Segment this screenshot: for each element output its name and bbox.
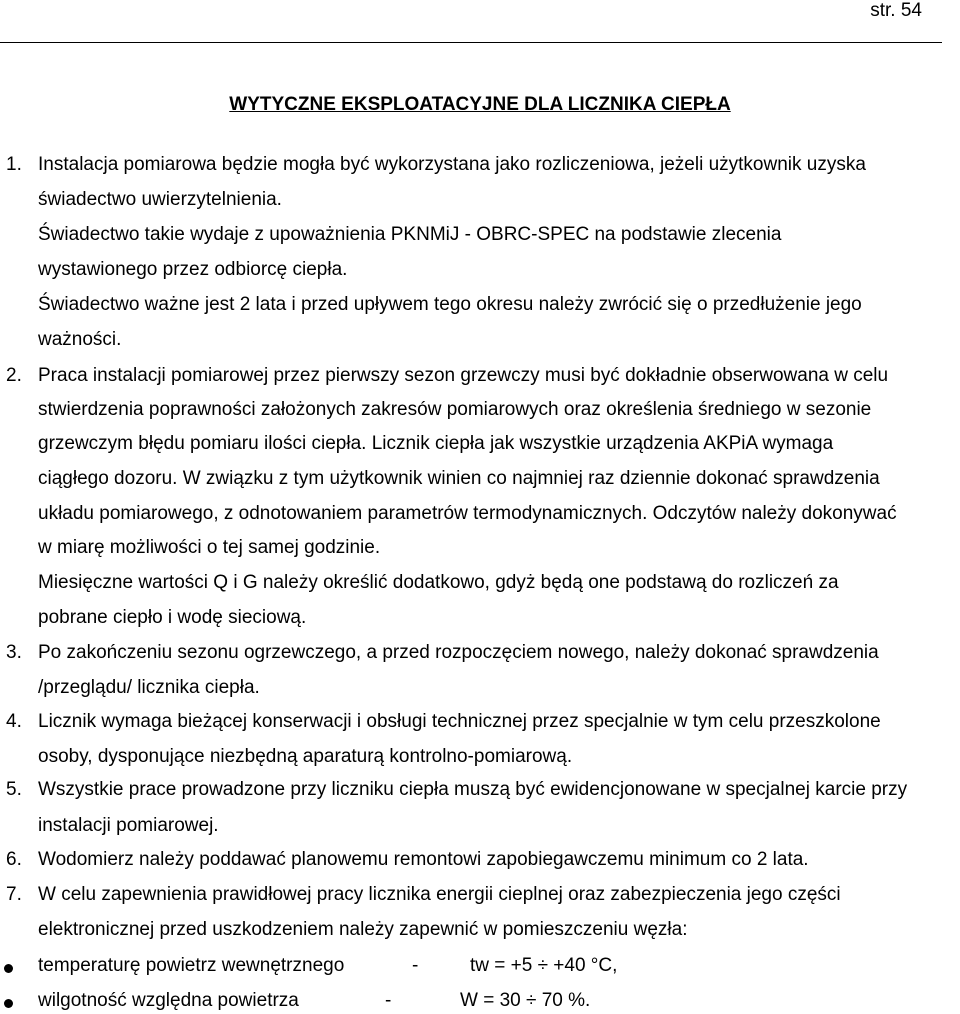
bullet-dash: - bbox=[412, 955, 419, 976]
bullet-icon bbox=[4, 999, 13, 1008]
text-line: /przeglądu/ licznika ciepła. bbox=[38, 677, 260, 698]
text-line: Po zakończeniu sezonu ogrzewczego, a przed rozpoczęciem nowego, należy dokonać sprawdzenia bbox=[38, 642, 879, 663]
bullet-dash: - bbox=[385, 990, 392, 1011]
text-line: instalacji pomiarowej. bbox=[38, 815, 219, 836]
document-title: WYTYCZNE EKSPLOATACYJNE DLA LICZNIKA CIEPŁA bbox=[229, 94, 731, 115]
bullet-value: W = 30 ÷ 70 %. bbox=[460, 990, 591, 1011]
list-item-number: 3. bbox=[6, 642, 22, 663]
text-line: pobrane ciepło i wodę sieciową. bbox=[38, 607, 307, 628]
list-item-number: 2. bbox=[6, 365, 22, 386]
list-item-number: 4. bbox=[6, 711, 22, 732]
list-item-number: 6. bbox=[6, 849, 22, 870]
text-line: elektronicznej przed uszkodzeniem należy zapewnić w pomieszczeniu węzła: bbox=[38, 919, 688, 940]
bullet-label: wilgotność względna powietrza bbox=[38, 990, 299, 1011]
text-line: wystawionego przez odbiorcę ciepła. bbox=[38, 259, 348, 280]
text-line: Miesięczne wartości Q i G należy określić dodatkowo, gdyż będą one podstawą do rozliczeń za bbox=[38, 572, 839, 593]
text-line: ciągłego dozoru. W związku z tym użytkownik winien co najmniej raz dziennie dokonać sprawdzenia bbox=[38, 468, 880, 489]
text-line: Licznik wymaga bieżącej konserwacji i obsługi technicznej przez specjalnie w tym celu przeszkolone bbox=[38, 711, 881, 732]
text-line: ważności. bbox=[38, 329, 122, 350]
list-item-number: 1. bbox=[6, 154, 22, 175]
text-line: Świadectwo takie wydaje z upoważnienia PKNMiJ - OBRC-SPEC na podstawie zlecenia bbox=[38, 224, 782, 245]
bullet-label: temperaturę powietrz wewnętrznego bbox=[38, 955, 345, 976]
text-line: świadectwo uwierzytelnienia. bbox=[38, 189, 282, 210]
text-line: w miarę możliwości o tej samej godzinie. bbox=[38, 537, 381, 558]
list-item-number: 7. bbox=[6, 884, 22, 905]
text-line: stwierdzenia poprawności założonych zakresów pomiarowych oraz określenia średniego w sezonie bbox=[38, 399, 872, 420]
text-line: Praca instalacji pomiarowej przez pierwszy sezon grzewczy musi być dokładnie obserwowana w celu bbox=[38, 365, 889, 386]
text-line: W celu zapewnienia prawidłowej pracy licznika energii cieplnej oraz zabezpieczenia jego części bbox=[38, 884, 841, 905]
text-line: Wszystkie prace prowadzone przy liczniku ciepła muszą być ewidencjonowane w specjalnej karcie przy bbox=[38, 779, 908, 800]
text-line: osoby, dysponujące niezbędną aparaturą kontrolno-pomiarową. bbox=[38, 746, 573, 767]
text-line: Świadectwo ważne jest 2 lata i przed upływem tego okresu należy zwrócić się o przedłużenie jego bbox=[38, 294, 862, 315]
text-line: układu pomiarowego, z odnotowaniem parametrów termodynamicznych. Odczytów należy dokonywać bbox=[38, 503, 897, 524]
text-line: Instalacja pomiarowa będzie mogła być wykorzystana jako rozliczeniowa, jeżeli użytkownik uzyska bbox=[38, 154, 866, 175]
bullet-icon bbox=[4, 964, 13, 973]
list-item-number: 5. bbox=[6, 779, 22, 800]
page-number: str. 54 bbox=[870, 0, 922, 21]
bullet-value: tw = +5 ÷ +40 °C, bbox=[470, 955, 618, 976]
text-line: Wodomierz należy poddawać planowemu remontowi zapobiegawczemu minimum co 2 lata. bbox=[38, 849, 809, 870]
header-rule bbox=[0, 42, 942, 43]
text-line: grzewczym błędu pomiaru ilości ciepła. Licznik ciepła jak wszystkie urządzenia AKPiA wymaga bbox=[38, 433, 834, 454]
